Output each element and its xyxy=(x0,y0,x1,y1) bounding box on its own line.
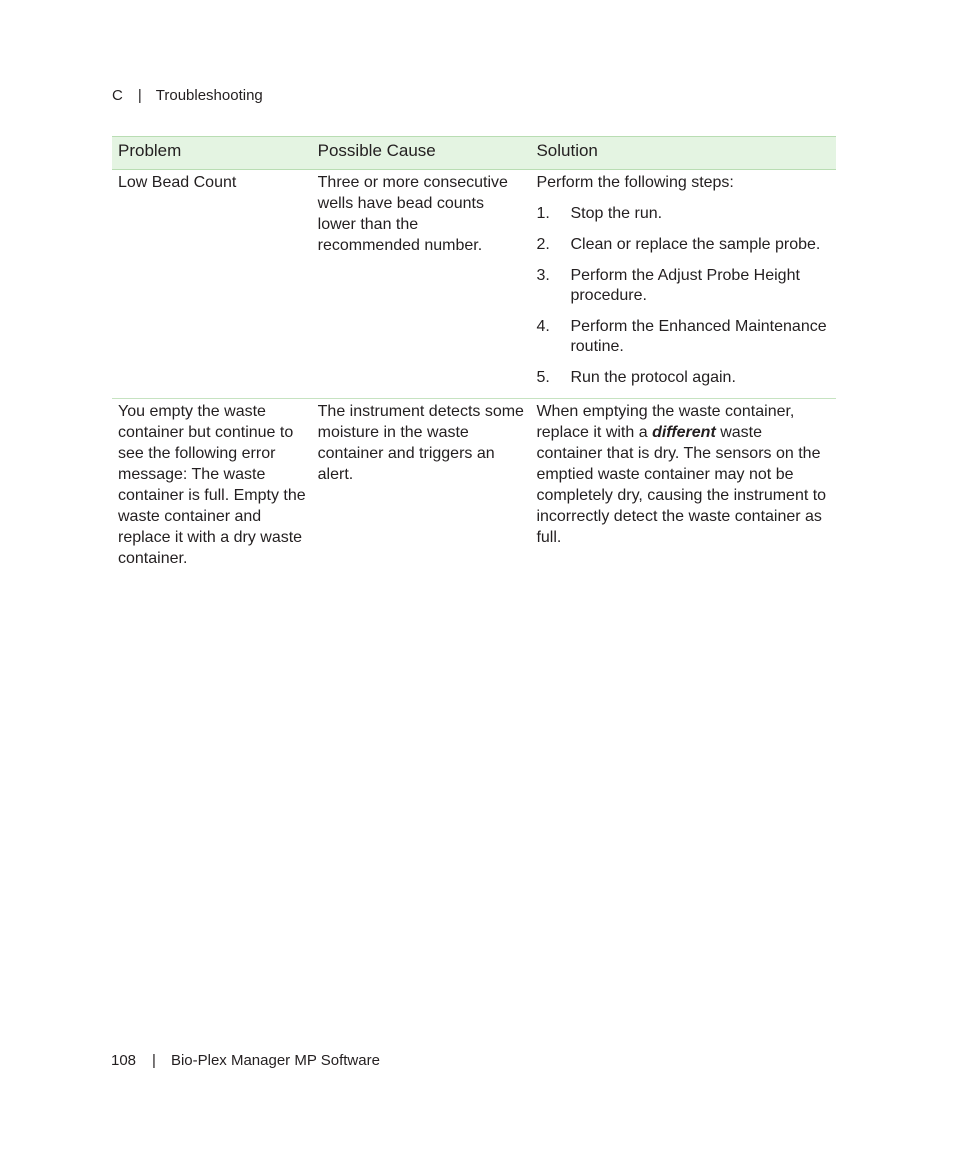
solution-emphasis: different xyxy=(652,424,716,441)
page-footer xyxy=(111,1052,380,1069)
step-text: Perform the Adjust Probe Height procedure. xyxy=(570,267,800,304)
solution-cell xyxy=(530,170,836,399)
step-text: Stop the run. xyxy=(570,205,663,222)
solution-steps-list xyxy=(536,204,830,388)
document-title: Bio-Plex Manager MP Software xyxy=(170,1052,380,1069)
solution-text-part1: When emptying the waste container, replace it with a xyxy=(536,403,795,441)
chapter-letter: C xyxy=(112,87,123,104)
column-header-cause: Possible Cause xyxy=(312,137,531,170)
table-header-row xyxy=(112,137,836,170)
header-separator: | xyxy=(137,87,142,104)
solution-intro: Perform the following steps: xyxy=(536,174,734,191)
step-number: 5. xyxy=(536,369,550,386)
solution-cell xyxy=(530,399,836,580)
column-header-problem: Problem xyxy=(112,137,312,170)
step-number: 1. xyxy=(536,205,550,222)
troubleshooting-table xyxy=(112,136,836,579)
solution-step xyxy=(536,317,830,357)
cause-cell: The instrument detects some moisture in the waste container and triggers an alert. xyxy=(317,403,524,483)
step-text: Run the protocol again. xyxy=(570,369,736,386)
cause-cell: Three or more consecutive wells have bead counts lower than the recommended number. xyxy=(312,170,531,399)
step-number: 2. xyxy=(536,236,550,253)
step-text: Clean or replace the sample probe. xyxy=(570,236,821,253)
solution-step xyxy=(536,266,830,306)
solution-step xyxy=(536,204,830,224)
solution-step xyxy=(536,235,830,255)
problem-cell: You empty the waste container but continue to see the following error message: The waste container is full. Empty the waste container and replace it with a dry waste container. xyxy=(118,403,306,567)
solution-text-part2: waste container that is dry. The sensors on the emptied waste container may not be completely dry, causing the instrument to incorrectly detect the waste container as full. xyxy=(536,424,827,546)
table-row xyxy=(112,399,836,580)
section-title: Troubleshooting xyxy=(155,87,263,104)
problem-cell: Low Bead Count xyxy=(112,170,312,399)
footer-separator: | xyxy=(152,1052,156,1069)
solution-step xyxy=(536,368,830,388)
table-row xyxy=(112,170,836,399)
step-number: 3. xyxy=(536,267,550,284)
column-header-solution: Solution xyxy=(530,137,836,170)
page-number: 108 xyxy=(111,1052,137,1069)
running-header xyxy=(112,87,263,104)
step-number: 4. xyxy=(536,318,550,335)
step-text: Perform the Enhanced Maintenance routine. xyxy=(570,318,827,355)
